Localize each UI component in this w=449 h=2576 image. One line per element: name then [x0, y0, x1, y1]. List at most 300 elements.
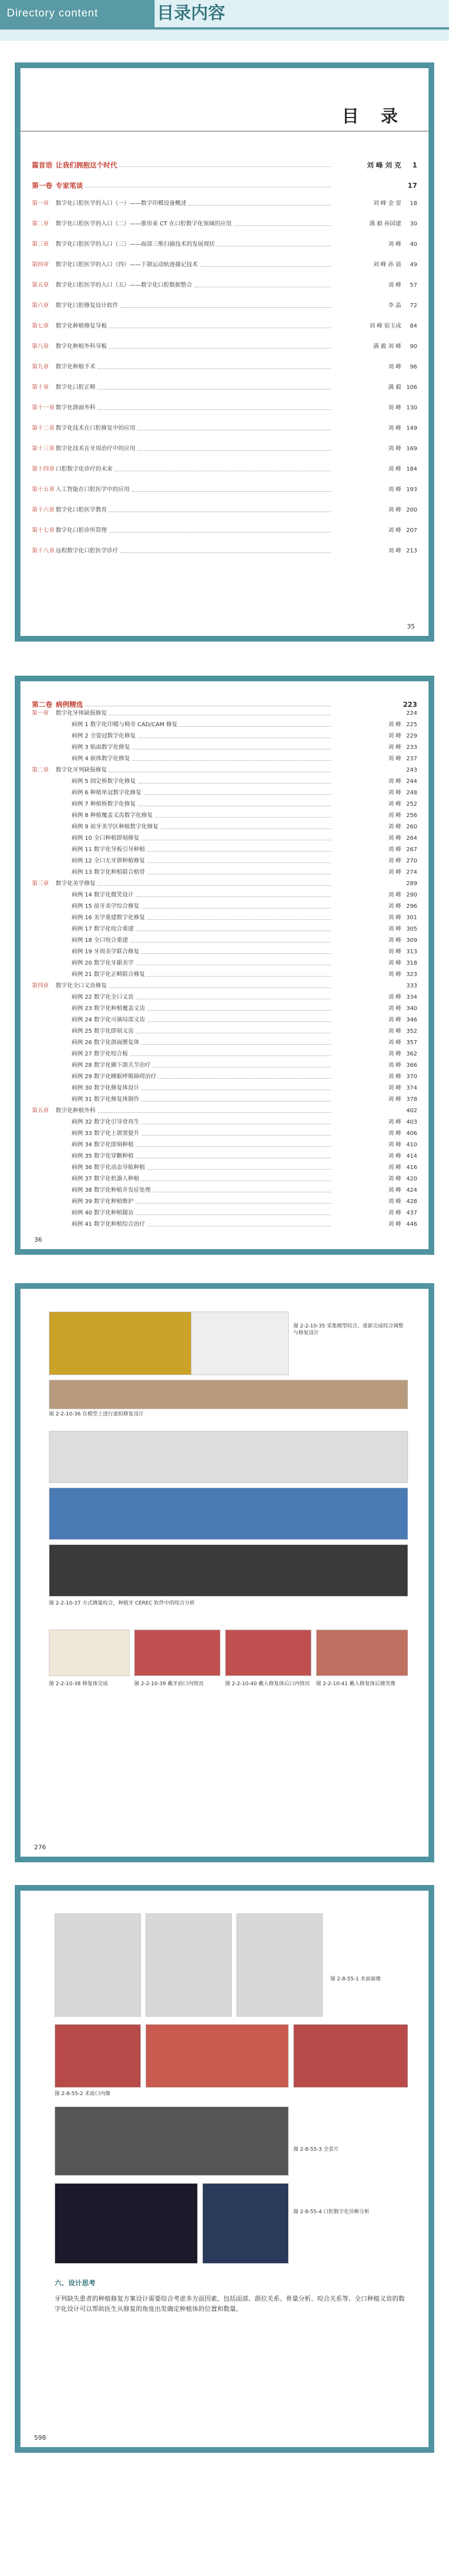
toc-c2: 病例 9 前牙美学区种植数字化修复	[72, 824, 159, 830]
toc-c2: 数字化口腔正畸	[56, 384, 95, 391]
toc-c2: 病例 1 数字化印模与椅旁 CAD/CAM 修复	[72, 722, 178, 728]
toc-c4: 252	[406, 801, 417, 807]
toc-leader	[138, 778, 331, 784]
toc-c2: 数字化口腔医学的入口（五）——数字化口腔数据整合	[56, 282, 192, 288]
toc-c1	[32, 812, 56, 820]
toc-row	[32, 1096, 417, 1104]
toc-c1	[32, 755, 56, 763]
toc-c1	[32, 960, 56, 967]
toc-c2: 病例 41 数字化种植综合治疗	[72, 1221, 145, 1228]
teeth-photo	[191, 1312, 289, 1375]
toc-c1	[32, 789, 56, 797]
toc-row	[32, 960, 417, 967]
toc-c4: 428	[406, 1199, 417, 1205]
toc-c2: 病例 10 全口种植即刻修复	[72, 835, 140, 841]
toc-row	[32, 1039, 417, 1047]
toc-c1	[32, 948, 56, 956]
toc-c4: 229	[406, 733, 417, 739]
toc-c1: 第三章	[32, 881, 49, 887]
toc-c3: 刘 峰	[388, 926, 401, 932]
toc-c4: 424	[406, 1187, 417, 1193]
toc-leader	[109, 766, 331, 772]
toc-c3: 刘 峰	[388, 744, 401, 751]
toc-leader	[136, 1209, 331, 1215]
toc-c2: 病例 34 数字化即刻种植	[72, 1142, 134, 1148]
page-header	[0, 0, 449, 41]
toc-c3: 刘 峰	[388, 1051, 401, 1057]
toc-row	[32, 261, 417, 269]
toc-c1	[32, 994, 56, 1002]
toc-row	[32, 744, 417, 752]
toc-leader	[155, 812, 331, 818]
toc-c1	[32, 1130, 56, 1138]
toc-leader	[109, 710, 331, 715]
toc-row	[32, 384, 417, 392]
face-photo-1	[55, 1913, 141, 2017]
toc-leader	[136, 1141, 331, 1147]
figure-caption: 图 2-8-55-1 术前面像	[330, 1976, 381, 1982]
intraoral-photo-3	[293, 2024, 408, 2088]
toc-c4: 260	[406, 824, 417, 830]
smile-photo	[316, 1630, 408, 1676]
toc-leader	[136, 994, 331, 999]
page-number: 36	[34, 1236, 42, 1243]
toc-leader	[119, 161, 331, 167]
toc-leader	[109, 506, 331, 512]
figure-caption: 图 2-2-10-39 戴牙前口内情况	[134, 1681, 203, 1687]
toc-row	[32, 812, 417, 820]
toc-c3: 刘 峰	[388, 1199, 401, 1205]
model-photo	[49, 1312, 192, 1375]
toc-leader	[234, 220, 331, 226]
toc-leader	[159, 1073, 331, 1079]
toc-c4: 264	[406, 835, 417, 841]
toc-c4: 420	[406, 1176, 417, 1182]
toc-c4: 225	[406, 722, 417, 728]
toc-row	[32, 778, 417, 786]
toc-c4: 184	[406, 466, 417, 472]
toc-leader	[136, 1028, 331, 1033]
toc-leader	[98, 1107, 331, 1113]
toc-c1: 第十六章	[32, 507, 55, 513]
toc-c1	[32, 1209, 56, 1217]
toc-c1: 第三章	[32, 241, 49, 248]
toc-c2: 病例 31 数字化修复体制作	[72, 1096, 140, 1103]
toc-c1	[32, 869, 56, 877]
toc-c2: 病例 40 数字化种植随访	[72, 1210, 134, 1216]
toc-c3: 刘 峰	[388, 903, 401, 910]
toc-c2: 数字化种植修复导板	[56, 323, 107, 329]
software-screens	[49, 1488, 408, 1540]
toc-c1	[32, 1153, 56, 1161]
toc-page-1-frame	[15, 62, 434, 642]
toc-c3: 刘 峰	[388, 1085, 401, 1091]
toc-c4: 233	[406, 744, 417, 751]
toc-c1: 第十二章	[32, 425, 55, 432]
analysis-screen-1	[55, 2183, 198, 2264]
toc-c2: 数字化技术在牙周治疗中的应用	[56, 446, 135, 452]
toc-leader	[142, 1119, 331, 1124]
toc-c3: 刘 峰	[388, 756, 401, 762]
toc-c3: 刘 峰	[388, 1142, 401, 1148]
toc-leader	[147, 1005, 331, 1011]
toc-c3: 刘 峰	[388, 241, 401, 248]
toc-c3: 刘 峰 宿玉成	[369, 323, 401, 329]
header-bar	[149, 6, 152, 23]
toc-c2: 病例 18 全口咬合重建	[72, 937, 128, 944]
toc-c2: 病例 36 数字化动态导航种植	[72, 1165, 145, 1171]
toc-row	[32, 948, 417, 956]
toc-c1	[32, 1005, 56, 1013]
toc-c4: 207	[406, 527, 417, 534]
toc-leader	[142, 1096, 331, 1101]
toc-c3: 刘 峰	[388, 790, 401, 796]
toc-c3: 刘 峰	[388, 778, 401, 785]
occlusion-screens	[49, 1544, 408, 1597]
toc-c2: 数字化口腔诊所管理	[56, 527, 107, 534]
toc-c1: 第四章	[32, 262, 49, 268]
toc-row	[32, 241, 417, 249]
scanner-photos	[49, 1431, 408, 1483]
toc-c3: 刘 峰	[388, 915, 401, 921]
toc-row	[32, 801, 417, 809]
intraoral-photo-2	[145, 2024, 289, 2088]
toc-c3: 刘 峰	[388, 1017, 401, 1023]
toc-c4: 370	[406, 1074, 417, 1080]
toc-row	[32, 721, 417, 729]
toc-row	[32, 1016, 417, 1024]
toc-c2: 数字化种植外科	[56, 1108, 95, 1114]
toc-c1: 第一章	[32, 710, 49, 717]
toc-c4: 378	[406, 1096, 417, 1103]
toc-row	[32, 1073, 417, 1081]
intraoral-after	[225, 1630, 311, 1676]
toc-c1	[32, 903, 56, 911]
toc-c1: 第十三章	[32, 446, 55, 452]
toc-c3: 刘 峰	[388, 949, 401, 955]
toc-leader	[153, 1062, 331, 1067]
toc-c3: 李 晶	[388, 303, 401, 309]
toc-row	[32, 982, 417, 990]
toc-c4: 193	[406, 487, 417, 493]
toc-c1: 第四章	[32, 983, 49, 989]
toc-c1: 第一章	[32, 200, 49, 207]
toc-row	[32, 1050, 417, 1058]
toc-c1	[32, 891, 56, 899]
toc-c2: 病例 37 数字化机器人种植	[72, 1176, 140, 1182]
toc-row	[32, 363, 417, 371]
toc-row	[32, 1005, 417, 1013]
toc-leader	[147, 846, 331, 852]
toc-c3	[333, 182, 401, 190]
toc-c2: 数字化全口义齿修复	[56, 983, 107, 989]
toc-c4: 223	[402, 701, 417, 709]
toc-c1: 篇首语	[32, 161, 53, 169]
toc-c2: 人工智能在口腔医学中的应用	[56, 487, 130, 493]
toc-c2: 数字化美学修复	[56, 881, 95, 887]
toc-c4: 17	[408, 182, 417, 190]
toc-c1	[32, 1016, 56, 1024]
toc-c2: 病例 11 数字化导板引导种植	[72, 847, 145, 853]
toc-c4: 224	[406, 710, 417, 717]
toc-c2: 病例 25 数字化即刻义齿	[72, 1028, 134, 1034]
toc-c3: 刘 峰	[388, 405, 401, 411]
figure-caption: 图 2-8-55-3 全景片	[293, 2147, 339, 2152]
toc-c3: 刘 峰	[388, 1176, 401, 1182]
toc-c2: 数字化口腔医学的入口（二）——锥形束 CT 在口腔数字化领域的应用	[56, 221, 232, 227]
toc-c2: 病例 13 数字化种植联合植骨	[72, 869, 145, 876]
toc-row	[32, 971, 417, 979]
toc-row	[32, 835, 417, 843]
toc-c3: 刘 峰	[388, 282, 401, 288]
toc-leader	[98, 880, 331, 886]
toc-leader	[200, 261, 331, 267]
toc-c4: 256	[406, 812, 417, 819]
toc-c1: 第十八章	[32, 548, 55, 554]
toc-c1	[32, 801, 56, 809]
toc-c1: 第六章	[32, 303, 49, 309]
crowns-photo	[49, 1630, 130, 1676]
page-number: 276	[34, 1844, 46, 1851]
toc-c3: 刘 峰 刘 克	[367, 161, 401, 169]
toc-leader	[142, 1130, 331, 1136]
toc-row	[32, 182, 417, 190]
toc-c3: 满 毅	[388, 384, 401, 391]
toc-c3: 刘 峰	[388, 1028, 401, 1034]
toc-c2: 口腔数字化诊疗的未来	[56, 466, 113, 472]
toc-c2: 数字化牙体缺损修复	[56, 710, 107, 717]
toc-row	[32, 914, 417, 922]
toc-leader	[98, 384, 331, 389]
toc-c1: 第八章	[32, 344, 49, 350]
toc-leader	[120, 302, 331, 308]
toc-row	[32, 322, 417, 330]
toc-c2: 病例 24 数字化可摘局部义齿	[72, 1017, 145, 1023]
toc-c2: 病例 22 数字化全口义齿	[72, 994, 134, 1000]
toc-c1: 第一卷	[32, 182, 53, 190]
toc-c1	[32, 1119, 56, 1126]
toc-leader	[138, 445, 331, 451]
toc-c2: 数字化种植手术	[56, 364, 95, 370]
toc-leader	[138, 732, 331, 738]
toc-leader	[98, 363, 331, 369]
toc-leader	[109, 982, 331, 988]
toc-c4: 301	[406, 915, 417, 921]
toc-row	[32, 925, 417, 933]
toc-c2: 病例 21 数字化正畸联合修复	[72, 971, 145, 978]
photo-page-3	[20, 1289, 429, 1857]
toc-c2: 病例 39 数字化种植维护	[72, 1199, 134, 1205]
toc-c2: 病例 12 全口无牙颌种植修复	[72, 858, 145, 864]
toc-leader	[142, 903, 331, 908]
toc-c1	[32, 778, 56, 786]
toc-c1: 第七章	[32, 323, 49, 329]
toc-row	[32, 1221, 417, 1229]
toc-leader	[132, 744, 331, 749]
toc-row	[32, 1130, 417, 1138]
toc-page-2-frame	[15, 676, 434, 1255]
toc-leader	[147, 914, 331, 920]
toc-c2: 病例 32 数字化引导骨再生	[72, 1119, 140, 1125]
toc-c4: 374	[406, 1085, 417, 1091]
toc-c4: 289	[406, 881, 417, 887]
toc-leader	[147, 869, 331, 874]
toc-c2: 病例 2 全瓷冠数字化修复	[72, 733, 136, 739]
toc-c2: 数字化颌面外科	[56, 405, 95, 411]
toc-leader	[115, 466, 331, 471]
toc-c3: 刘 峰	[388, 1040, 401, 1046]
toc-c3: 刘 峰 孙 晨	[373, 262, 401, 268]
toc-leader	[85, 701, 331, 706]
toc-c1	[32, 1050, 56, 1058]
toc-c4: 414	[406, 1153, 417, 1159]
toc-c3: 刘 峰	[388, 1187, 401, 1193]
toc-c1: 第九章	[32, 364, 49, 370]
toc-leader	[136, 925, 331, 931]
toc-c4: 305	[406, 926, 417, 932]
toc-row	[32, 1141, 417, 1149]
toc-c3: 刘 峰	[388, 937, 401, 944]
toc-c4: 446	[406, 1221, 417, 1228]
toc-c3: 刘 峰	[388, 1165, 401, 1171]
toc-c3: 刘 峰	[388, 1221, 401, 1228]
photo-page-3-frame	[15, 1283, 434, 1862]
toc-c3: 刘 峰	[388, 801, 401, 807]
figure-caption: 图 2-2-10-35 采集模型咬合，重新完成咬合调整与修复设计	[293, 1323, 404, 1336]
toc-leader	[147, 1164, 331, 1170]
toc-leader	[98, 404, 331, 410]
toc-row	[32, 302, 417, 310]
toc-c3: 刘 峰	[388, 1153, 401, 1159]
toc-c4: 57	[410, 282, 417, 288]
toc-leader	[142, 1175, 331, 1181]
toc-row	[32, 220, 417, 228]
toc-c3	[333, 710, 401, 718]
toc-c4: 318	[406, 960, 417, 966]
intraoral-photo-1	[55, 2024, 141, 2088]
toc-c2: 病例 16 美学重建数字化修复	[72, 915, 145, 921]
toc-c4: 106	[406, 384, 417, 391]
toc-row	[32, 343, 417, 351]
toc-row	[32, 161, 417, 169]
toc-c4: 248	[406, 790, 417, 796]
toc-row	[32, 1028, 417, 1036]
toc-c3: 刘 峰	[388, 812, 401, 819]
toc-c3	[333, 1107, 401, 1115]
toc-c1	[32, 1221, 56, 1229]
toc-leader	[147, 971, 331, 977]
toc-leader	[194, 282, 331, 287]
toc-leader	[180, 721, 331, 727]
toc-c4: 334	[406, 994, 417, 1000]
toc-leader	[136, 891, 331, 897]
toc-c1	[32, 744, 56, 752]
toc-leader	[109, 527, 331, 533]
toc-c4: 244	[406, 778, 417, 785]
toc-c4: 402	[406, 1108, 417, 1114]
toc-c4: 90	[410, 344, 417, 350]
toc-c4: 333	[406, 983, 417, 989]
toc-leader	[142, 835, 331, 840]
toc-c4: 357	[406, 1040, 417, 1046]
toc-c1: 第十四章	[32, 466, 55, 472]
page-number: 598	[34, 2434, 46, 2441]
toc-c3: 刘 峰	[388, 892, 401, 898]
header-label: Directory content	[0, 0, 155, 27]
toc-c3: 刘 峰	[388, 1119, 401, 1125]
toc-leader	[138, 801, 331, 806]
toc-c4: 290	[406, 892, 417, 898]
toc-row	[32, 1107, 417, 1115]
toc-row	[32, 710, 417, 718]
toc-c4: 416	[406, 1165, 417, 1171]
toc-c1: 第十一章	[32, 405, 55, 411]
toc-row	[32, 1084, 417, 1092]
toc-c3: 刘 峰 金 雷	[373, 200, 401, 207]
toc-c2: 病例 27 数字化咬合板	[72, 1051, 128, 1057]
toc-heading-rule	[20, 131, 429, 132]
toc-c4: 267	[406, 847, 417, 853]
toc-c1	[32, 1062, 56, 1070]
toc-leader	[153, 1187, 331, 1192]
toc-c4: 96	[410, 364, 417, 370]
toc-c3: 刘 峰	[388, 994, 401, 1000]
toc-page-1	[20, 68, 429, 636]
toc-c3: 刘 峰	[388, 1130, 401, 1137]
toc-c3	[333, 766, 401, 774]
toc-c2: 数字化口腔修复设计软件	[56, 303, 118, 309]
toc-c2: 专家笔谈	[56, 182, 84, 190]
toc-leader	[109, 343, 331, 349]
toc-c4: 1	[412, 161, 417, 169]
toc-c1	[32, 1073, 56, 1081]
body-text: 牙列缺失患者的种植修复方案设计需要综合考虑多方面因素，包括面部、颌位关系、骨量分析、咬合关系等。全口种植义齿的数字化设计可以帮助医生从修复的角度出发确定种植体的位置和数量。	[55, 2295, 405, 2313]
toc-leader	[120, 547, 331, 553]
toc-leader	[147, 1221, 331, 1226]
toc-leader	[217, 241, 331, 246]
toc-row	[32, 547, 417, 555]
panoramic-xray	[55, 2106, 289, 2176]
toc-c4: 149	[406, 425, 417, 432]
toc-c2: 数字化口腔医学的入口（三）——面部三维扫描技术的发展现状	[56, 241, 215, 248]
toc-c3: 刘 峰	[388, 1074, 401, 1080]
toc-c4: 237	[406, 756, 417, 762]
toc-c1: 第五章	[32, 1108, 49, 1114]
toc-row	[32, 891, 417, 899]
toc-c1	[32, 1028, 56, 1036]
toc-c4: 30	[410, 221, 417, 227]
toc-leader	[132, 486, 331, 492]
toc-c2: 病例 15 前牙美学综合修复	[72, 903, 140, 910]
toc-c2: 病例 26 数字化颌面赝复体	[72, 1040, 140, 1046]
toc-c4: 366	[406, 1062, 417, 1069]
toc-c4: 296	[406, 903, 417, 910]
toc-c1	[32, 1198, 56, 1206]
toc-leader	[136, 1153, 331, 1158]
toc-row	[32, 445, 417, 453]
toc-c2: 病例 38 数字化种植并发症处理	[72, 1187, 151, 1193]
toc-row	[32, 200, 417, 208]
figure-caption: 图 2-2-10-38 修复体完成	[49, 1681, 108, 1687]
toc-c3: 刘 峰	[388, 466, 401, 472]
toc-row	[32, 282, 417, 290]
toc-c4: 18	[410, 200, 417, 207]
toc-c1	[32, 1164, 56, 1172]
toc-c2: 病例 5 固定桥数字化修复	[72, 778, 136, 785]
toc-row	[32, 846, 417, 854]
figure-caption: 图 2-2-10-41 戴入修复体后微笑像	[316, 1681, 396, 1687]
toc-c1	[32, 1187, 56, 1195]
